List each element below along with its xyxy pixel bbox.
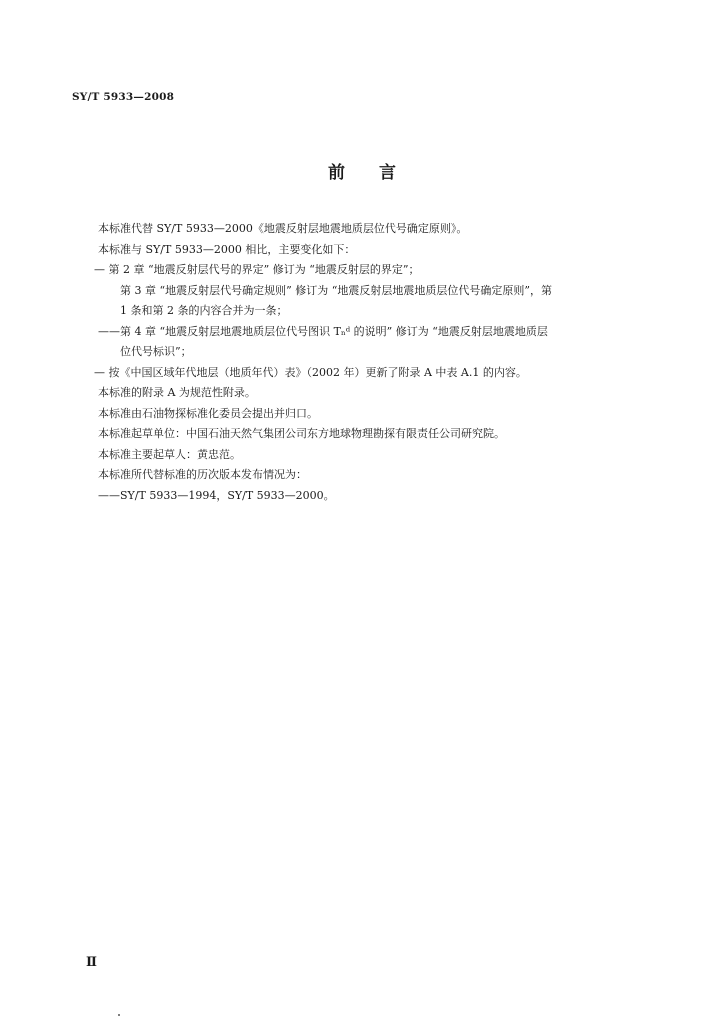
paragraph-line: 本标准的附录 A 为规范性附录。 bbox=[98, 386, 256, 399]
list-item: ——第 4 章 “地震反射层地震地质层位代号图识 Tₙᵈ 的说明” 修订为 “地震反射层地震地质层 bbox=[98, 324, 548, 338]
page-number: Ⅱ bbox=[86, 955, 97, 970]
paragraph-line: 本标准主要起草人：黄忠范。 bbox=[98, 447, 241, 461]
paragraph-line: 本标准代替 SY/T 5933—2000《地震反射层地震地质层位代号确定原则》。 bbox=[98, 222, 468, 235]
list-item: — 按《中国区域年代地层（地质年代）表》（2002 年）更新了附录 A 中表 A.1 的内容。 bbox=[94, 365, 527, 379]
list-item: 第 3 章 “地震反射层代号确定规则” 修订为 “地震反射层地震地质层位代号确定原则”，第 bbox=[120, 283, 552, 297]
scan-speck bbox=[118, 1014, 120, 1016]
paragraph-line: 本标准所代替标准的历次版本发布情况为： bbox=[98, 468, 307, 481]
paragraph-line: 本标准起草单位：中国石油天然气集团公司东方地球物理勘探有限责任公司研究院。 bbox=[98, 427, 505, 440]
list-item: — 第 2 章 “地震反射层代号的界定” 修订为 “地震反射层的界定”； bbox=[94, 263, 420, 276]
page-title: 前言 bbox=[328, 163, 430, 183]
list-item-continuation: 位代号标识”； bbox=[120, 345, 192, 358]
list-item-continuation: 1 条和第 2 条的内容合并为一条； bbox=[120, 304, 288, 317]
paragraph-line: 本标准由石油物探标准化委员会提出并归口。 bbox=[98, 406, 318, 420]
paragraph-line: 本标准与 SY/T 5933—2000 相比，主要变化如下： bbox=[98, 242, 356, 256]
list-item: ——SY/T 5933—1994，SY/T 5933—2000。 bbox=[98, 488, 335, 502]
standard-code: SY/T 5933—2008 bbox=[72, 91, 175, 103]
body-text bbox=[94, 219, 638, 506]
